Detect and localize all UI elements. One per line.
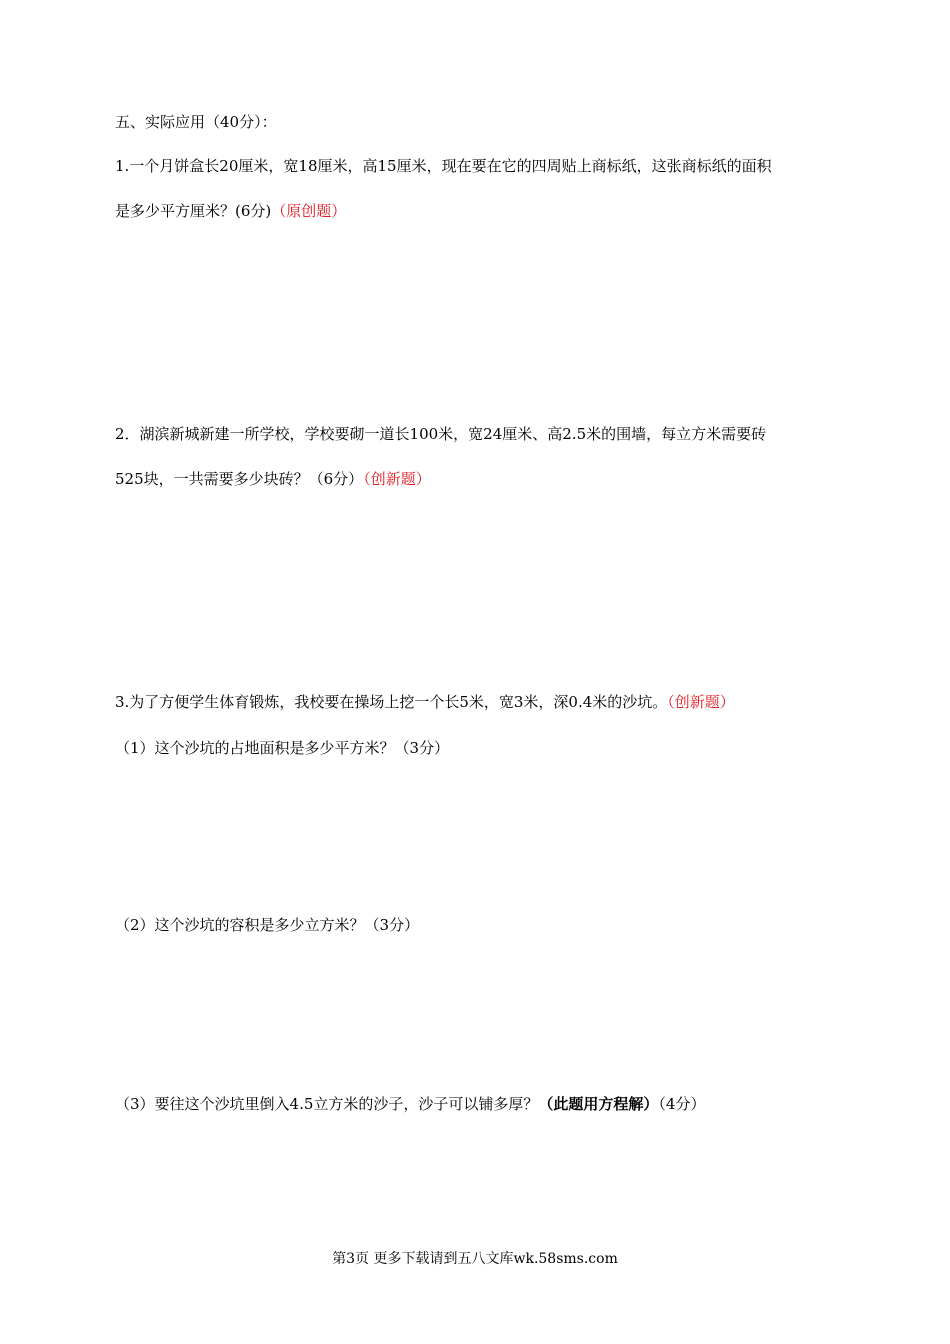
question-3-sub-3-points: （4分） — [658, 1095, 706, 1113]
page-footer: 第3页 更多下载请到五八文库wk.58sms.com — [332, 1251, 618, 1267]
question-1-line-1: 1.一个月饼盒长20厘米，宽18厘米，高15厘米，现在要在它的四周贴上商标纸，这张商标纸的面积 — [115, 157, 772, 175]
question-3-sub-3-note: （此题用方程解） — [538, 1095, 659, 1113]
question-2-tag: （创新题） — [363, 470, 431, 488]
question-1-tag: （原创题） — [271, 202, 347, 220]
question-3-tag: （创新题） — [667, 693, 735, 711]
question-1-text: 是多少平方厘米？(6分) — [115, 202, 272, 220]
question-2-text: 525块，一共需要多少块砖？（6分） — [115, 470, 364, 488]
question-3-sub-3 — [115, 1094, 705, 1114]
question-3-line-1 — [115, 692, 735, 712]
question-3-text: 3.为了方便学生体育锻炼，我校要在操场上挖一个长5米，宽3米，深0.4米的沙坑。 — [115, 693, 668, 711]
question-2-line-1: 2．湖滨新城新建一所学校，学校要砌一道长100米，宽24厘米、高2.5米的围墙，每立方米需要砖 — [115, 425, 767, 443]
section-title: 五、实际应用（40分）： — [115, 113, 277, 131]
question-3-sub-2: （2）这个沙坑的容积是多少立方米？（3分） — [115, 916, 420, 934]
question-1-line-2 — [115, 201, 346, 221]
question-3-sub-3-text: （3）要往这个沙坑里倒入4.5立方米的沙子，沙子可以铺多厚？ — [115, 1095, 539, 1113]
question-3-sub-1: （1）这个沙坑的占地面积是多少平方米？（3分） — [115, 739, 450, 757]
question-2-line-2 — [115, 469, 431, 489]
